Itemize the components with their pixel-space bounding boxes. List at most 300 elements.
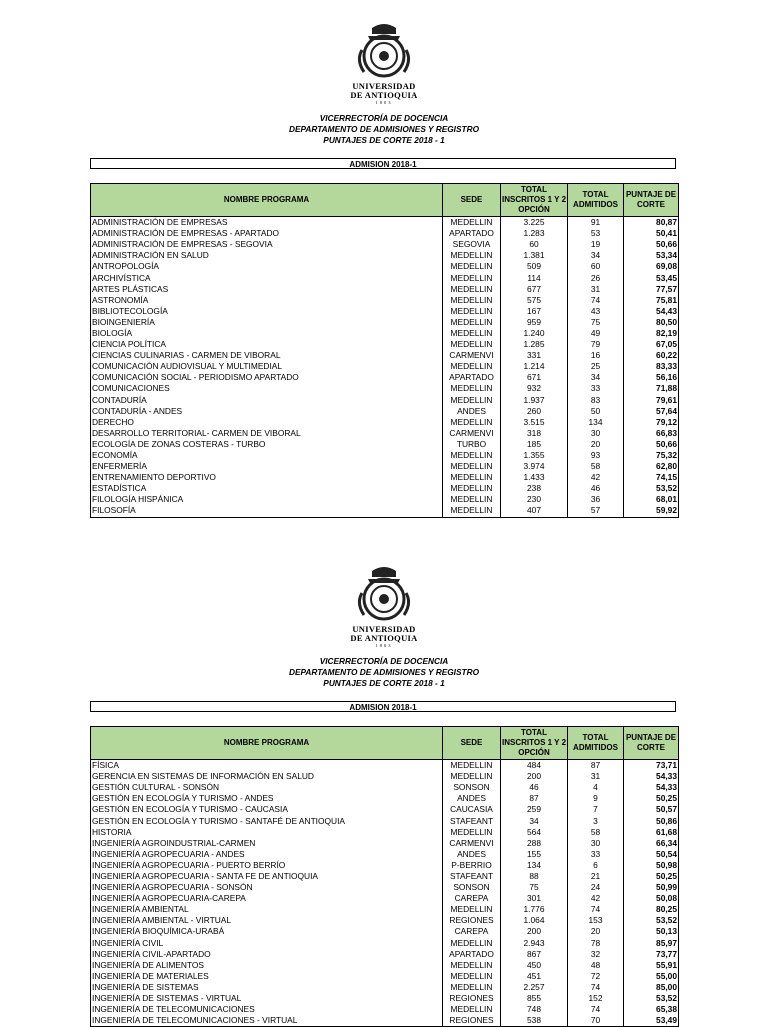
cell-programa: DERECHO — [91, 417, 443, 428]
cell-programa: ECONOMÍA — [91, 450, 443, 461]
cell-programa: GERENCIA EN SISTEMAS DE INFORMACIÓN EN SALUD — [91, 771, 443, 782]
cell-puntaje: 73,71 — [624, 760, 679, 772]
cell-sede: MEDELLIN — [443, 760, 501, 772]
cell-programa: BIOLOGÍA — [91, 328, 443, 339]
cell-admitidos: 7 — [568, 804, 624, 815]
table-header-row — [91, 727, 679, 760]
cell-admitidos: 21 — [568, 871, 624, 882]
cell-programa: COMUNICACIONES — [91, 383, 443, 394]
cell-sede: CARMENVI — [443, 428, 501, 439]
table-row — [91, 771, 679, 782]
cell-puntaje: 50,25 — [624, 871, 679, 882]
cell-sede: APARTADO — [443, 372, 501, 383]
cell-inscritos: 3.225 — [501, 217, 568, 229]
university-year: 1803 — [375, 100, 393, 105]
cell-inscritos: 46 — [501, 782, 568, 793]
header-vicerrectoria: VICERRECTORÍA DE DOCENCIA — [319, 113, 449, 123]
cell-inscritos: 1.937 — [501, 395, 568, 406]
cell-inscritos: 1.776 — [501, 904, 568, 915]
cell-admitidos: 32 — [568, 949, 624, 960]
cell-puntaje: 79,12 — [624, 417, 679, 428]
cell-inscritos: 484 — [501, 760, 568, 772]
cell-puntaje: 85,97 — [624, 938, 679, 949]
cell-sede: REGIONES — [443, 915, 501, 926]
cell-sede: MEDELLIN — [443, 450, 501, 461]
cell-puntaje: 74,15 — [624, 472, 679, 483]
header-departamento: DEPARTAMENTO DE ADMISIONES Y REGISTRO — [288, 667, 480, 677]
cell-programa: INGENIERÍA CIVIL — [91, 938, 443, 949]
cell-sede: MEDELLIN — [443, 461, 501, 472]
cell-sede: CARMENVI — [443, 838, 501, 849]
cell-inscritos: 671 — [501, 372, 568, 383]
cell-inscritos: 134 — [501, 860, 568, 871]
cell-programa: ASTRONOMÍA — [91, 295, 443, 306]
cell-puntaje: 77,57 — [624, 284, 679, 295]
cell-inscritos: 1.381 — [501, 250, 568, 261]
cell-programa: CIENCIAS CULINARIAS - CARMEN DE VIBORAL — [91, 350, 443, 361]
cell-admitidos: 58 — [568, 461, 624, 472]
cell-inscritos: 155 — [501, 849, 568, 860]
cell-puntaje: 55,91 — [624, 960, 679, 971]
cell-admitidos: 20 — [568, 926, 624, 937]
cell-admitidos: 74 — [568, 1004, 624, 1015]
cell-sede: MEDELLIN — [443, 938, 501, 949]
table-row — [91, 838, 679, 849]
column-header-admitidos: TOTAL ADMITIDOS — [568, 184, 624, 217]
cell-inscritos: 185 — [501, 439, 568, 450]
cell-programa: FÍSICA — [91, 760, 443, 772]
cell-inscritos: 407 — [501, 505, 568, 517]
cell-admitidos: 70 — [568, 1015, 624, 1027]
cell-inscritos: 959 — [501, 317, 568, 328]
cell-puntaje: 75,32 — [624, 450, 679, 461]
cell-puntaje: 50,08 — [624, 893, 679, 904]
cell-sede: MEDELLIN — [443, 361, 501, 372]
cell-sede: CARMENVI — [443, 350, 501, 361]
cell-inscritos: 2.257 — [501, 982, 568, 993]
university-seal-icon — [354, 563, 414, 625]
table-row — [91, 882, 679, 893]
cell-inscritos: 1.433 — [501, 472, 568, 483]
cell-admitidos: 6 — [568, 860, 624, 871]
header-puntajes: PUNTAJES DE CORTE 2018 - 1 — [323, 135, 445, 145]
cell-admitidos: 26 — [568, 272, 624, 283]
table-row — [91, 960, 679, 971]
cell-puntaje: 68,01 — [624, 494, 679, 505]
cell-inscritos: 114 — [501, 272, 568, 283]
cell-sede: CAUCASIA — [443, 804, 501, 815]
cell-programa: GESTIÓN EN ECOLOGÍA Y TURISMO - CAUCASIA — [91, 804, 443, 815]
cell-puntaje: 83,33 — [624, 361, 679, 372]
header-vicerrectoria: VICERRECTORÍA DE DOCENCIA — [319, 656, 449, 666]
cell-admitidos: 46 — [568, 483, 624, 494]
cell-sede: MEDELLIN — [443, 395, 501, 406]
cell-admitidos: 33 — [568, 849, 624, 860]
cell-inscritos: 260 — [501, 406, 568, 417]
table-row — [91, 938, 679, 949]
cell-inscritos: 3.515 — [501, 417, 568, 428]
cell-sede: SEGOVIA — [443, 239, 501, 250]
cell-puntaje: 53,52 — [624, 483, 679, 494]
table-row — [91, 1015, 679, 1027]
cell-inscritos: 932 — [501, 383, 568, 394]
cell-admitidos: 16 — [568, 350, 624, 361]
cell-puntaje: 50,86 — [624, 815, 679, 826]
cell-admitidos: 4 — [568, 782, 624, 793]
cell-puntaje: 53,49 — [624, 1015, 679, 1027]
header-puntajes: PUNTAJES DE CORTE 2018 - 1 — [323, 678, 445, 688]
cell-inscritos: 331 — [501, 350, 568, 361]
university-name-line1: UNIVERSIDAD — [352, 624, 416, 634]
cell-sede: MEDELLIN — [443, 472, 501, 483]
cell-admitidos: 19 — [568, 239, 624, 250]
cell-inscritos: 855 — [501, 993, 568, 1004]
cell-programa: COMUNICACIÓN SOCIAL - PERIODISMO APARTADO — [91, 372, 443, 383]
cell-sede: SONSON — [443, 782, 501, 793]
cell-inscritos: 238 — [501, 483, 568, 494]
cell-sede: MEDELLIN — [443, 383, 501, 394]
cell-puntaje: 50,99 — [624, 882, 679, 893]
cell-puntaje: 53,45 — [624, 272, 679, 283]
cell-admitidos: 24 — [568, 882, 624, 893]
cell-programa: DESARROLLO TERRITORIAL- CARMEN DE VIBORAL — [91, 428, 443, 439]
cell-programa: GESTIÓN EN ECOLOGÍA Y TURISMO - ANDES — [91, 793, 443, 804]
cell-inscritos: 200 — [501, 771, 568, 782]
cell-programa: FILOLOGÍA HISPÁNICA — [91, 494, 443, 505]
cell-puntaje: 50,98 — [624, 860, 679, 871]
cell-admitidos: 34 — [568, 250, 624, 261]
cell-puntaje: 80,87 — [624, 217, 679, 229]
cell-sede: REGIONES — [443, 993, 501, 1004]
cell-sede: APARTADO — [443, 228, 501, 239]
cell-admitidos: 53 — [568, 228, 624, 239]
cell-puntaje: 66,83 — [624, 428, 679, 439]
cell-programa: HISTORIA — [91, 827, 443, 838]
table-row — [91, 915, 679, 926]
cell-puntaje: 79,61 — [624, 395, 679, 406]
cell-admitidos: 57 — [568, 505, 624, 517]
cell-admitidos: 91 — [568, 217, 624, 229]
cell-programa: GESTIÓN EN ECOLOGÍA Y TURISMO - SANTAFÉ DE ANTIOQUIA — [91, 815, 443, 826]
cell-sede: MEDELLIN — [443, 261, 501, 272]
table-row — [91, 971, 679, 982]
column-header-admitidos: TOTAL ADMITIDOS — [568, 727, 624, 760]
cell-sede: STAFEANT — [443, 871, 501, 882]
cell-puntaje: 71,88 — [624, 383, 679, 394]
cell-puntaje: 67,05 — [624, 339, 679, 350]
table-row — [91, 804, 679, 815]
cell-admitidos: 79 — [568, 339, 624, 350]
cell-programa: ADMINISTRACIÓN EN SALUD — [91, 250, 443, 261]
cell-programa: INGENIERÍA DE MATERIALES — [91, 971, 443, 982]
cell-admitidos: 74 — [568, 904, 624, 915]
table-row — [91, 860, 679, 871]
cell-inscritos: 451 — [501, 971, 568, 982]
cell-programa: INGENIERÍA AGROINDUSTRIAL-CARMEN — [91, 838, 443, 849]
column-header-programa: NOMBRE PROGRAMA — [91, 727, 443, 760]
cell-inscritos: 1.283 — [501, 228, 568, 239]
cell-programa: INGENIERÍA DE TELECOMUNICACIONES — [91, 1004, 443, 1015]
cell-sede: STAFEANT — [443, 815, 501, 826]
cell-admitidos: 43 — [568, 306, 624, 317]
cell-admitidos: 30 — [568, 838, 624, 849]
university-name-line1: UNIVERSIDAD — [352, 81, 416, 91]
cell-admitidos: 60 — [568, 261, 624, 272]
cell-sede: MEDELLIN — [443, 960, 501, 971]
cell-admitidos: 153 — [568, 915, 624, 926]
cell-puntaje: 73,77 — [624, 949, 679, 960]
cell-sede: MEDELLIN — [443, 971, 501, 982]
admission-period-box: ADMISION 2018-1 — [90, 701, 676, 712]
cell-inscritos: 167 — [501, 306, 568, 317]
cell-inscritos: 259 — [501, 804, 568, 815]
cell-programa: INGENIERÍA AGROPECUARIA - SONSÓN — [91, 882, 443, 893]
cell-puntaje: 55,00 — [624, 971, 679, 982]
cell-admitidos: 87 — [568, 760, 624, 772]
cell-puntaje: 82,19 — [624, 328, 679, 339]
cell-sede: MEDELLIN — [443, 250, 501, 261]
cell-admitidos: 134 — [568, 417, 624, 428]
cell-sede: MEDELLIN — [443, 982, 501, 993]
table-row — [91, 893, 679, 904]
cell-programa: ENFERMERÍA — [91, 461, 443, 472]
cell-sede: MEDELLIN — [443, 317, 501, 328]
cell-puntaje: 50,25 — [624, 793, 679, 804]
cell-inscritos: 318 — [501, 428, 568, 439]
table-body — [91, 760, 679, 1027]
cell-puntaje: 57,64 — [624, 406, 679, 417]
cell-programa: ADMINISTRACIÓN DE EMPRESAS — [91, 217, 443, 229]
table-row — [91, 926, 679, 937]
table-row — [91, 760, 679, 772]
university-logo — [340, 563, 428, 649]
cell-programa: CIENCIA POLÍTICA — [91, 339, 443, 350]
cell-puntaje: 53,52 — [624, 993, 679, 1004]
table-row — [91, 827, 679, 838]
cell-admitidos: 74 — [568, 982, 624, 993]
cell-programa: INGENIERÍA AGROPECUARIA - ANDES — [91, 849, 443, 860]
admission-period-box: ADMISION 2018-1 — [90, 158, 676, 169]
cell-puntaje: 50,66 — [624, 439, 679, 450]
cell-admitidos: 33 — [568, 383, 624, 394]
cell-programa: INGENIERÍA AMBIENTAL — [91, 904, 443, 915]
cell-inscritos: 75 — [501, 882, 568, 893]
cell-sede: CAREPA — [443, 926, 501, 937]
table-row — [91, 1004, 679, 1015]
cell-programa: INGENIERÍA AMBIENTAL - VIRTUAL — [91, 915, 443, 926]
cell-inscritos: 509 — [501, 261, 568, 272]
cell-admitidos: 78 — [568, 938, 624, 949]
cell-puntaje: 50,57 — [624, 804, 679, 815]
cell-programa: BIBLIOTECOLOGÍA — [91, 306, 443, 317]
cutoff-scores-table — [90, 726, 679, 1027]
cell-programa: ADMINISTRACIÓN DE EMPRESAS - SEGOVIA — [91, 239, 443, 250]
cell-inscritos: 301 — [501, 893, 568, 904]
cell-admitidos: 30 — [568, 428, 624, 439]
cell-admitidos: 25 — [568, 361, 624, 372]
cell-sede: CAREPA — [443, 893, 501, 904]
cell-sede: ANDES — [443, 406, 501, 417]
cell-admitidos: 42 — [568, 893, 624, 904]
column-header-puntaje: PUNTAJE DE CORTE — [624, 184, 679, 217]
cell-admitidos: 48 — [568, 960, 624, 971]
cell-sede: MEDELLIN — [443, 827, 501, 838]
cell-puntaje: 50,13 — [624, 926, 679, 937]
cell-sede: MEDELLIN — [443, 494, 501, 505]
column-header-puntaje: PUNTAJE DE CORTE — [624, 727, 679, 760]
cell-inscritos: 34 — [501, 815, 568, 826]
cell-puntaje: 50,66 — [624, 239, 679, 250]
cell-programa: INGENIERÍA BIOQUÍMICA-URABÁ — [91, 926, 443, 937]
cell-inscritos: 88 — [501, 871, 568, 882]
cell-sede: MEDELLIN — [443, 1004, 501, 1015]
cell-inscritos: 2.943 — [501, 938, 568, 949]
cell-sede: MEDELLIN — [443, 904, 501, 915]
cell-programa: ECOLOGÍA DE ZONAS COSTERAS - TURBO — [91, 439, 443, 450]
cell-puntaje: 65,38 — [624, 1004, 679, 1015]
cell-sede: ANDES — [443, 849, 501, 860]
cell-programa: INGENIERÍA AGROPECUARIA - SANTA FE DE ANTIOQUIA — [91, 871, 443, 882]
cell-sede: ANDES — [443, 793, 501, 804]
cell-inscritos: 575 — [501, 295, 568, 306]
cell-sede: SONSON — [443, 882, 501, 893]
cell-admitidos: 83 — [568, 395, 624, 406]
cell-inscritos: 677 — [501, 284, 568, 295]
cell-programa: ANTROPOLOGÍA — [91, 261, 443, 272]
cell-puntaje: 54,43 — [624, 306, 679, 317]
cell-inscritos: 564 — [501, 827, 568, 838]
cell-admitidos: 20 — [568, 439, 624, 450]
cell-programa: ENTRENAMIENTO DEPORTIVO — [91, 472, 443, 483]
table-row — [91, 993, 679, 1004]
cell-programa: INGENIERÍA CIVIL-APARTADO — [91, 949, 443, 960]
cell-inscritos: 1.240 — [501, 328, 568, 339]
cell-admitidos: 34 — [568, 372, 624, 383]
cell-sede: MEDELLIN — [443, 217, 501, 229]
cell-inscritos: 288 — [501, 838, 568, 849]
cell-inscritos: 748 — [501, 1004, 568, 1015]
cell-puntaje: 75,81 — [624, 295, 679, 306]
cell-puntaje: 50,41 — [624, 228, 679, 239]
table-row — [91, 782, 679, 793]
table-row — [91, 849, 679, 860]
cell-sede: MEDELLIN — [443, 771, 501, 782]
cell-puntaje: 61,68 — [624, 827, 679, 838]
cell-inscritos: 1.285 — [501, 339, 568, 350]
cell-sede: MEDELLIN — [443, 505, 501, 517]
cell-admitidos: 74 — [568, 295, 624, 306]
cell-admitidos: 58 — [568, 827, 624, 838]
university-year: 1803 — [375, 643, 393, 648]
cell-sede: APARTADO — [443, 949, 501, 960]
cell-programa: INGENIERÍA DE ALIMENTOS — [91, 960, 443, 971]
cell-inscritos: 200 — [501, 926, 568, 937]
cell-puntaje: 59,92 — [624, 505, 679, 517]
cell-sede: MEDELLIN — [443, 295, 501, 306]
cell-inscritos: 60 — [501, 239, 568, 250]
header-departamento: DEPARTAMENTO DE ADMISIONES Y REGISTRO — [288, 124, 480, 134]
cell-sede: MEDELLIN — [443, 328, 501, 339]
cell-sede: MEDELLIN — [443, 417, 501, 428]
cell-puntaje: 66,34 — [624, 838, 679, 849]
cell-admitidos: 152 — [568, 993, 624, 1004]
cell-programa: INGENIERÍA AGROPECUARIA-CAREPA — [91, 893, 443, 904]
cell-sede: MEDELLIN — [443, 339, 501, 350]
cell-puntaje: 50,54 — [624, 849, 679, 860]
cell-admitidos: 75 — [568, 317, 624, 328]
cell-programa: INGENIERÍA DE SISTEMAS - VIRTUAL — [91, 993, 443, 1004]
cell-admitidos: 3 — [568, 815, 624, 826]
cell-inscritos: 450 — [501, 960, 568, 971]
cell-sede: MEDELLIN — [443, 284, 501, 295]
table-row — [91, 815, 679, 826]
cell-sede: P-BERRIO — [443, 860, 501, 871]
cell-puntaje: 69,08 — [624, 261, 679, 272]
cell-puntaje: 56,16 — [624, 372, 679, 383]
cell-sede: MEDELLIN — [443, 306, 501, 317]
cell-sede: MEDELLIN — [443, 483, 501, 494]
cell-puntaje: 60,22 — [624, 350, 679, 361]
cell-inscritos: 538 — [501, 1015, 568, 1027]
table-row — [91, 982, 679, 993]
cell-admitidos: 49 — [568, 328, 624, 339]
cell-admitidos: 31 — [568, 284, 624, 295]
cell-programa: ESTADÍSTICA — [91, 483, 443, 494]
cell-inscritos: 1.355 — [501, 450, 568, 461]
column-header-inscritos: TOTAL INSCRITOS 1 Y 2 OPCIÓN — [501, 184, 568, 217]
cell-puntaje: 53,52 — [624, 915, 679, 926]
cell-inscritos: 87 — [501, 793, 568, 804]
cell-programa: INGENIERÍA DE SISTEMAS — [91, 982, 443, 993]
cell-programa: ADMINISTRACIÓN DE EMPRESAS - APARTADO — [91, 228, 443, 239]
cell-inscritos: 1.214 — [501, 361, 568, 372]
cell-sede: MEDELLIN — [443, 272, 501, 283]
cell-admitidos: 93 — [568, 450, 624, 461]
cell-puntaje: 80,50 — [624, 317, 679, 328]
cell-programa: INGENIERÍA AGROPECUARIA - PUERTO BERRÍO — [91, 860, 443, 871]
cell-admitidos: 36 — [568, 494, 624, 505]
column-header-sede: SEDE — [443, 184, 501, 217]
cell-programa: FILOSOFÍA — [91, 505, 443, 517]
cell-admitidos: 72 — [568, 971, 624, 982]
cell-inscritos: 230 — [501, 494, 568, 505]
cell-sede: TURBO — [443, 439, 501, 450]
table-row — [91, 871, 679, 882]
column-header-programa: NOMBRE PROGRAMA — [91, 184, 443, 217]
cell-programa: ARTES PLÁSTICAS — [91, 284, 443, 295]
cell-sede: REGIONES — [443, 1015, 501, 1027]
cell-admitidos: 9 — [568, 793, 624, 804]
cell-puntaje: 80,25 — [624, 904, 679, 915]
cell-programa: GESTIÓN CULTURAL - SONSÓN — [91, 782, 443, 793]
cell-admitidos: 31 — [568, 771, 624, 782]
cell-admitidos: 50 — [568, 406, 624, 417]
cell-inscritos: 3.974 — [501, 461, 568, 472]
cell-inscritos: 867 — [501, 949, 568, 960]
table-row — [91, 904, 679, 915]
cell-puntaje: 85,00 — [624, 982, 679, 993]
table-row — [91, 793, 679, 804]
university-name-line2: DE ANTIOQUIA — [350, 90, 418, 100]
cell-puntaje: 54,33 — [624, 782, 679, 793]
cell-programa: CONTADURÍA - ANDES — [91, 406, 443, 417]
table-row — [91, 949, 679, 960]
cell-puntaje: 62,80 — [624, 461, 679, 472]
cell-programa: COMUNICACIÓN AUDIOVISUAL Y MULTIMEDIAL — [91, 361, 443, 372]
cell-programa: CONTADURÍA — [91, 395, 443, 406]
cell-inscritos: 1.064 — [501, 915, 568, 926]
cell-admitidos: 42 — [568, 472, 624, 483]
